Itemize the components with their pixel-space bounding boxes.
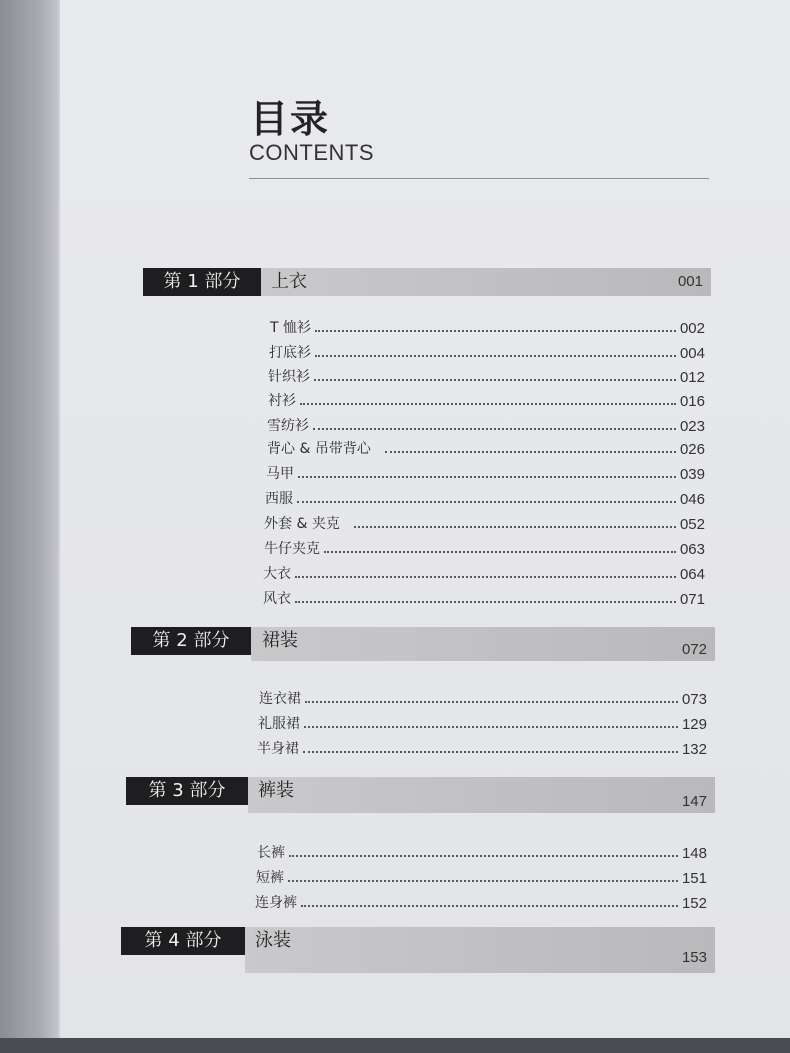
entry-page: 064 xyxy=(679,566,705,583)
leader-dots xyxy=(354,525,676,528)
toc-entry[interactable] xyxy=(268,388,705,410)
leader-dots xyxy=(304,725,678,728)
part-2-band xyxy=(251,627,715,661)
leader-dots xyxy=(324,550,676,553)
page-subtitle: CONTENTS xyxy=(249,140,374,165)
entry-label: 背心 & 吊带背心 xyxy=(267,441,371,457)
part-1-name: 上衣 xyxy=(271,271,307,292)
part-3-band xyxy=(248,777,715,813)
entry-label: 礼服裙 xyxy=(258,716,300,732)
title-divider xyxy=(249,178,709,179)
entry-page: 026 xyxy=(679,441,705,458)
toc-entry[interactable] xyxy=(257,840,707,862)
leader-dots xyxy=(315,354,676,357)
entry-label: 马甲 xyxy=(266,466,294,482)
toc-entry[interactable] xyxy=(258,711,707,733)
part-1-header xyxy=(143,268,711,296)
part-1-band xyxy=(261,268,711,296)
part-3-header xyxy=(126,777,715,813)
entry-label: 雪纺衫 xyxy=(267,418,309,434)
leader-dots xyxy=(305,700,678,703)
entry-label: 连衣裙 xyxy=(259,691,301,707)
leader-dots xyxy=(315,329,676,332)
part-3-page: 147 xyxy=(681,793,707,810)
toc-entry[interactable] xyxy=(265,486,705,508)
leader-dots xyxy=(297,500,676,503)
part-3-name: 裤装 xyxy=(258,780,294,801)
entry-label: 西服 xyxy=(265,491,293,507)
leader-dots xyxy=(300,402,676,405)
entry-label: 半身裙 xyxy=(257,741,299,757)
part-4-name: 泳装 xyxy=(255,930,291,951)
entry-label: 打底衫 xyxy=(269,345,311,361)
leader-dots xyxy=(289,854,678,857)
leader-dots xyxy=(298,475,676,478)
entry-label: 外套 & 夹克 xyxy=(264,516,340,532)
toc-entry[interactable] xyxy=(269,340,705,362)
entry-page: 132 xyxy=(681,741,707,758)
entry-page: 004 xyxy=(679,345,705,362)
toc-entry[interactable] xyxy=(263,561,705,583)
toc-entry[interactable] xyxy=(257,736,707,758)
toc-entry[interactable] xyxy=(270,315,705,337)
entry-label: 连身裤 xyxy=(255,895,297,911)
toc-entry[interactable] xyxy=(256,865,707,887)
entry-page: 073 xyxy=(681,691,707,708)
entry-label: 短裤 xyxy=(256,870,284,886)
entry-label: T 恤衫 xyxy=(270,320,312,336)
entry-label: 长裤 xyxy=(257,845,285,861)
toc-entry[interactable] xyxy=(267,436,705,458)
part-4-label: 第 4 部分 xyxy=(121,927,245,955)
leader-dots xyxy=(303,750,678,753)
part-2-label: 第 2 部分 xyxy=(131,627,251,655)
part-4-header xyxy=(121,927,715,973)
toc-entry[interactable] xyxy=(263,586,705,608)
toc-entry[interactable] xyxy=(266,461,705,483)
leader-dots xyxy=(295,600,676,603)
part-4-band xyxy=(245,927,715,973)
entry-page: 148 xyxy=(681,845,707,862)
entry-label: 针织衫 xyxy=(268,369,310,385)
part-4-page: 153 xyxy=(681,949,707,966)
entry-page: 012 xyxy=(679,369,705,386)
toc-entry[interactable] xyxy=(267,413,705,435)
leader-dots xyxy=(301,904,678,907)
toc-entry[interactable] xyxy=(264,536,705,558)
entry-page: 039 xyxy=(679,466,705,483)
entry-page: 002 xyxy=(679,320,705,337)
part-3-label: 第 3 部分 xyxy=(126,777,248,805)
leader-dots xyxy=(385,450,676,453)
part-1-page: 001 xyxy=(677,273,703,290)
entry-page: 151 xyxy=(681,870,707,887)
page-title: 目录 xyxy=(250,97,331,141)
entry-page: 129 xyxy=(681,716,707,733)
leader-dots xyxy=(288,879,678,882)
page-bottom-edge xyxy=(0,1038,790,1053)
entry-page: 016 xyxy=(679,393,705,410)
toc-entry[interactable] xyxy=(268,364,705,386)
toc-entry[interactable] xyxy=(264,511,705,533)
toc-entry[interactable] xyxy=(255,890,707,912)
toc-entry[interactable] xyxy=(259,686,707,708)
entry-page: 023 xyxy=(679,418,705,435)
part-2-page: 072 xyxy=(681,641,707,658)
leader-dots xyxy=(295,575,676,578)
part-1-label: 第 1 部分 xyxy=(143,268,261,296)
leader-dots xyxy=(314,378,676,381)
entry-label: 风衣 xyxy=(263,591,291,607)
entry-label: 大衣 xyxy=(263,566,291,582)
leader-dots xyxy=(313,427,676,430)
entry-label: 衬衫 xyxy=(268,393,296,409)
entry-page: 152 xyxy=(681,895,707,912)
part-2-name: 裙装 xyxy=(262,630,298,651)
entry-page: 052 xyxy=(679,516,705,533)
part-2-header xyxy=(131,627,715,661)
entry-page: 063 xyxy=(679,541,705,558)
entry-page: 046 xyxy=(679,491,705,508)
entry-page: 071 xyxy=(679,591,705,608)
book-gutter xyxy=(0,0,58,1053)
entry-label: 牛仔夹克 xyxy=(264,541,320,557)
